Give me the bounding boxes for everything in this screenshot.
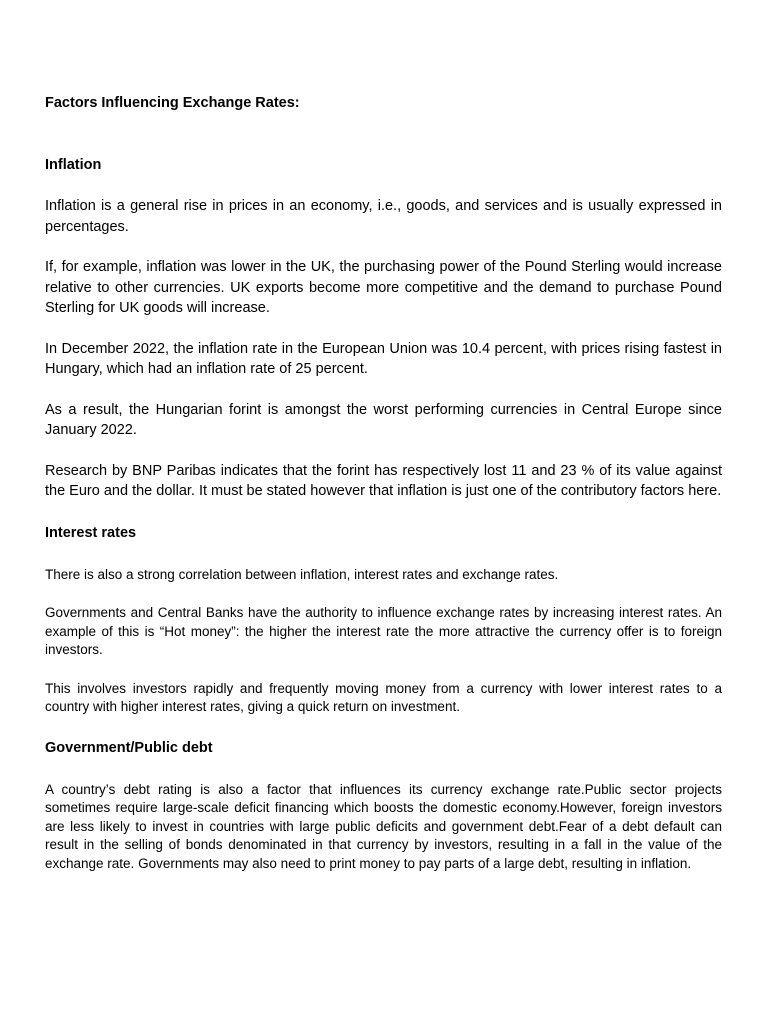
paragraph: There is also a strong correlation between inflation, interest rates and exchange rates. (45, 566, 559, 582)
paragraph: A country’s debt rating is also a factor that influences its currency exchange rate.Public sector projects sometimes require large-scale deficit financing which boosts the domestic economy.However, foreign investors are less likely to invest in countries with large public deficits and government debt.Fear of a debt default can result in the selling of bonds denominated in that currency by investors, resulting in a fall in the value of the exchange rate. Governments may also need to print money to pay parts of a large debt, resulting in inflation. (45, 781, 722, 871)
section-heading-interest-rates: Interest rates (45, 524, 137, 541)
document-page (45, 94, 722, 873)
paragraph: If, for example, inflation was lower in the UK, the purchasing power of the Pound Sterling would increase relative to other currencies. UK exports become more competitive and the demand to purchase Pound Sterling for UK goods will increase. (45, 259, 722, 316)
paragraph: Inflation is a general rise in prices in an economy, i.e., goods, and services and is usually expressed in percentages. (45, 198, 722, 235)
paragraph: This involves investors rapidly and frequently moving money from a currency with lower interest rates to a country with higher interest rates, giving a quick return on investment. (45, 680, 722, 714)
section-heading-public-debt: Government/Public debt (45, 739, 213, 756)
paragraph: In December 2022, the inflation rate in the European Union was 10.4 percent, with prices rising fastest in Hungary, which had an inflation rate of 25 percent. (45, 340, 722, 377)
paragraph: Governments and Central Banks have the authority to influence exchange rates by increasing interest rates. An example of this is “Hot money”: the higher the interest rate the more attractive the currency offer is to foreign investors. (45, 605, 722, 657)
section-heading-inflation: Inflation (45, 157, 102, 173)
paragraph: As a result, the Hungarian forint is amongst the worst performing currencies in Central Europe since January 2022. (45, 401, 722, 438)
paragraph: Research by BNP Paribas indicates that the forint has respectively lost 11 and 23 % of its value against the Euro and the dollar. It must be stated however that inflation is just one of the contributory factors here. (45, 462, 722, 499)
section-public-debt (45, 739, 722, 874)
document-title: Factors Influencing Exchange Rates: (45, 95, 300, 111)
section-interest-rates (45, 524, 722, 717)
section-inflation (45, 156, 722, 502)
